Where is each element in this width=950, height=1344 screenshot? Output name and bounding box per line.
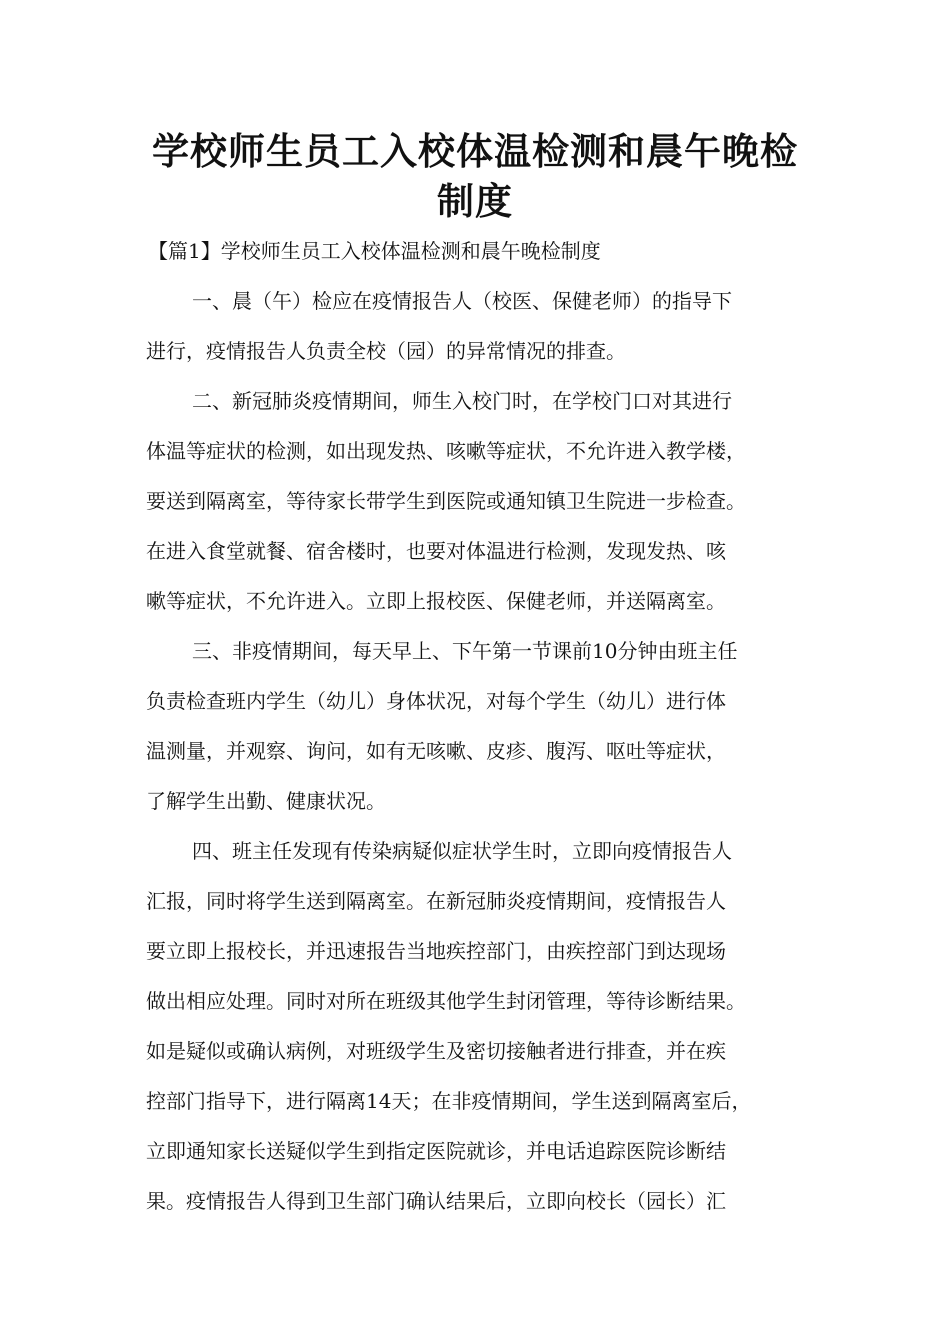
paragraph-1-line-2: 进行，疫情报告人负责全校（园）的异常情况的排查。 — [146, 339, 626, 363]
paragraph-4-line-8: 果。疫情报告人得到卫生部门确认结果后，立即向校长（园长）汇 — [146, 1189, 726, 1213]
paragraph-3-line-3: 温测量，并观察、询问，如有无咳嗽、皮疹、腹泻、呕吐等症状， — [146, 739, 726, 763]
paragraph-3-line-1: 三、非疫情期间，每天早上、下午第一节课前10分钟由班主任 — [192, 639, 738, 663]
paragraph-4-line-3: 要立即上报校长，并迅速报告当地疾控部门，由疾控部门到达现场 — [146, 939, 726, 963]
paragraph-4-line-5: 如是疑似或确认病例，对班级学生及密切接触者进行排查，并在疾 — [146, 1039, 726, 1063]
paragraph-2-line-3: 要送到隔离室，等待家长带学生到医院或通知镇卫生院进一步检查。 — [146, 489, 746, 513]
document-subtitle: 【篇1】学校师生员工入校体温检测和晨午晚检制度 — [148, 239, 601, 263]
paragraph-4-line-1: 四、班主任发现有传染病疑似症状学生时，立即向疫情报告人 — [192, 839, 732, 863]
paragraph-2-line-4: 在进入食堂就餐、宿舍楼时，也要对体温进行检测，发现发热、咳 — [146, 539, 726, 563]
paragraph-2-line-2: 体温等症状的检测，如出现发热、咳嗽等症状，不允许进入教学楼， — [146, 439, 746, 463]
paragraph-4-line-6: 控部门指导下，进行隔离14天；在非疫情期间，学生送到隔离室后， — [146, 1089, 752, 1113]
paragraph-4-line-4: 做出相应处理。同时对所在班级其他学生封闭管理，等待诊断结果。 — [146, 989, 746, 1013]
paragraph-2-line-5: 嗽等症状，不允许进入。立即上报校医、保健老师，并送隔离室。 — [146, 589, 726, 613]
document-title-line-1: 学校师生员工入校体温检测和晨午晚检 — [152, 130, 798, 173]
document-title-line-2: 制度 — [437, 180, 513, 223]
paragraph-3-line-2: 负责检查班内学生（幼儿）身体状况，对每个学生（幼儿）进行体 — [146, 689, 726, 713]
paragraph-4-line-2: 汇报，同时将学生送到隔离室。在新冠肺炎疫情期间，疫情报告人 — [146, 889, 726, 913]
paragraph-1-line-1: 一、晨（午）检应在疫情报告人（校医、保健老师）的指导下 — [192, 289, 732, 313]
paragraph-4-line-7: 立即通知家长送疑似学生到指定医院就诊，并电话追踪医院诊断结 — [146, 1139, 726, 1163]
paragraph-3-line-4: 了解学生出勤、健康状况。 — [146, 789, 386, 813]
paragraph-2-line-1: 二、新冠肺炎疫情期间，师生入校门时，在学校门口对其进行 — [192, 389, 732, 413]
